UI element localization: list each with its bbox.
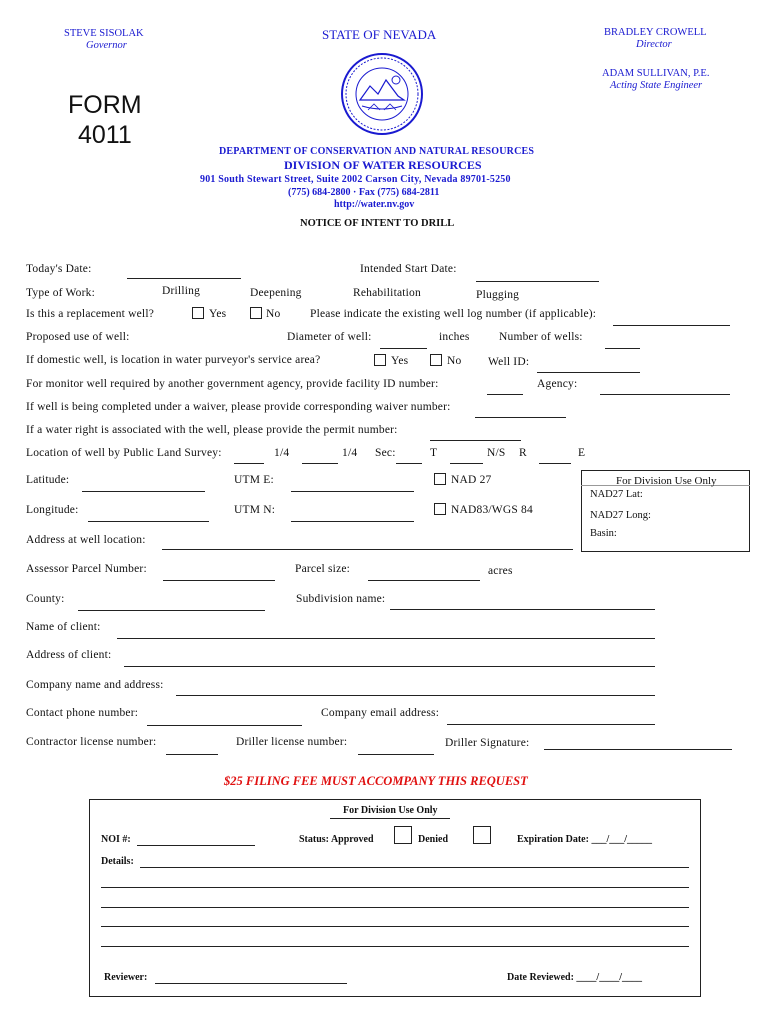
reviewer-input[interactable] xyxy=(155,983,347,984)
client-address-label: Address of client: xyxy=(26,649,112,661)
t-label: T xyxy=(430,447,438,459)
details-line-2[interactable] xyxy=(101,887,689,888)
r-input[interactable] xyxy=(539,463,571,464)
director-name: BRADLEY CROWELL xyxy=(604,27,707,38)
contact-phone-label: Contact phone number: xyxy=(26,707,139,719)
longitude-label: Longitude: xyxy=(26,504,79,516)
todays-date-label: Today's Date: xyxy=(26,263,92,275)
utm-e-label: UTM E: xyxy=(234,474,274,486)
replacement-no-label: No xyxy=(266,308,281,320)
domestic-yes-label: Yes xyxy=(391,355,409,367)
details-line-4[interactable] xyxy=(101,926,689,927)
waiver-input[interactable] xyxy=(475,417,566,418)
details-line-1[interactable] xyxy=(140,867,689,868)
side-box-title: For Division Use Only xyxy=(616,475,717,487)
work-option-deepening[interactable]: Deepening xyxy=(250,287,302,299)
side-box-long: NAD27 Long: xyxy=(590,510,651,521)
quarter2-input[interactable] xyxy=(302,463,338,464)
intended-start-label: Intended Start Date: xyxy=(360,263,457,275)
website-link[interactable]: http://water.nv.gov xyxy=(334,199,415,210)
director-title: Director xyxy=(636,39,672,50)
side-box-lat: NAD27 Lat: xyxy=(590,489,643,500)
work-option-drilling[interactable]: Drilling xyxy=(162,285,201,297)
fee-notice: $25 FILING FEE MUST ACCOMPANY THIS REQUEST xyxy=(224,774,528,788)
details-line-5[interactable] xyxy=(101,946,689,947)
replacement-yes-label: Yes xyxy=(209,308,227,320)
quarter1-input[interactable] xyxy=(234,463,264,464)
agency-label: Agency: xyxy=(537,378,578,390)
sec-label: Sec: xyxy=(375,447,396,459)
subdivision-input[interactable] xyxy=(390,609,655,610)
work-option-rehabilitation[interactable]: Rehabilitation xyxy=(353,287,421,299)
monitor-question: For monitor well required by another government agency, provide facility ID number: xyxy=(26,378,439,390)
noi-input[interactable] xyxy=(137,845,255,846)
client-name-input[interactable] xyxy=(117,638,655,639)
nad83-label: NAD83/WGS 84 xyxy=(451,504,533,516)
engineer-name: ADAM SULLIVAN, P.E. xyxy=(602,68,710,79)
domestic-no-checkbox[interactable] xyxy=(430,354,442,366)
driller-signature-input[interactable] xyxy=(544,749,732,750)
pls-label: Location of well by Public Land Survey: xyxy=(26,447,222,459)
inches-label: inches xyxy=(439,331,470,343)
replacement-question: Is this a replacement well? xyxy=(26,308,155,320)
bottom-box-title: For Division Use Only xyxy=(343,805,438,816)
division-name: DIVISION OF WATER RESOURCES xyxy=(284,158,482,172)
nad83-checkbox[interactable] xyxy=(434,503,446,515)
num-wells-input[interactable] xyxy=(605,348,640,349)
contractor-license-input[interactable] xyxy=(166,754,218,755)
parcel-size-input[interactable] xyxy=(368,580,480,581)
address-well-label: Address at well location: xyxy=(26,534,146,546)
driller-license-input[interactable] xyxy=(358,754,434,755)
reviewer-label: Reviewer: xyxy=(104,972,148,983)
waiver-question: If well is being completed under a waiver, please provide corresponding waiver number: xyxy=(26,401,451,413)
date-reviewed[interactable]: Date Reviewed: ____/____/____ xyxy=(507,972,642,983)
office-address: 901 South Stewart Street, Suite 2002 Carson City, Nevada 89701-5250 xyxy=(200,174,511,185)
utm-e-input[interactable] xyxy=(291,491,414,492)
driller-license-label: Driller license number: xyxy=(236,736,348,748)
diameter-label: Diameter of well: xyxy=(287,331,372,343)
subdivision-label: Subdivision name: xyxy=(296,593,386,605)
county-input[interactable] xyxy=(78,610,265,611)
num-wells-label: Number of wells: xyxy=(499,331,583,343)
status-denied-checkbox[interactable] xyxy=(473,826,491,844)
well-id-label: Well ID: xyxy=(488,356,530,368)
driller-signature-label: Driller Signature: xyxy=(445,737,530,749)
apn-input[interactable] xyxy=(163,580,275,581)
longitude-input[interactable] xyxy=(88,521,209,522)
latitude-input[interactable] xyxy=(82,491,205,492)
parcel-size-label: Parcel size: xyxy=(295,563,351,575)
status-denied-label: Denied xyxy=(418,834,448,845)
acres-label: acres xyxy=(488,565,513,577)
permit-number-input[interactable] xyxy=(430,440,521,441)
domestic-yes-checkbox[interactable] xyxy=(374,354,386,366)
details-line-3[interactable] xyxy=(101,907,689,908)
diameter-input[interactable] xyxy=(380,348,427,349)
agency-input[interactable] xyxy=(600,394,730,395)
address-well-input[interactable] xyxy=(162,549,573,550)
contact-phone-input[interactable] xyxy=(147,725,302,726)
company-label: Company name and address: xyxy=(26,679,164,691)
well-id-input[interactable] xyxy=(537,372,640,373)
replacement-no-checkbox[interactable] xyxy=(250,307,262,319)
type-of-work-label: Type of Work: xyxy=(26,287,96,299)
status-approved-label: Status: Approved xyxy=(299,834,374,845)
quarter1-label: 1/4 xyxy=(274,447,290,459)
r-label: R xyxy=(519,447,527,459)
domestic-question: If domestic well, is location in water purveyor's service area? xyxy=(26,354,321,366)
ns-label: N/S xyxy=(487,447,506,459)
domestic-no-label: No xyxy=(447,355,462,367)
latitude-label: Latitude: xyxy=(26,474,70,486)
details-label: Details: xyxy=(101,856,134,867)
nad27-label: NAD 27 xyxy=(451,474,492,486)
nevada-seal-icon xyxy=(340,52,424,136)
utm-n-label: UTM N: xyxy=(234,504,276,516)
todays-date-input[interactable] xyxy=(127,278,241,279)
e-label: E xyxy=(578,447,586,459)
proposed-use-label: Proposed use of well: xyxy=(26,331,130,343)
expiration-date[interactable]: Expiration Date: ___/___/_____ xyxy=(517,834,652,845)
utm-n-input[interactable] xyxy=(291,521,414,522)
company-email-input[interactable] xyxy=(447,724,655,725)
apn-label: Assessor Parcel Number: xyxy=(26,563,147,575)
county-label: County: xyxy=(26,593,65,605)
state-title: STATE OF NEVADA xyxy=(322,27,437,42)
notice-title: NOTICE OF INTENT TO DRILL xyxy=(300,218,455,229)
engineer-title: Acting State Engineer xyxy=(610,80,703,91)
status-approved-checkbox[interactable] xyxy=(394,826,412,844)
client-address-input[interactable] xyxy=(124,666,655,667)
t-input[interactable] xyxy=(450,463,483,464)
work-option-plugging[interactable]: Plugging xyxy=(476,289,520,301)
side-box-basin: Basin: xyxy=(590,528,617,539)
bottom-box-title-underline xyxy=(330,818,450,819)
facility-id-input[interactable] xyxy=(487,394,523,395)
quarter2-label: 1/4 xyxy=(342,447,358,459)
contractor-license-label: Contractor license number: xyxy=(26,736,157,748)
noi-label: NOI #: xyxy=(101,834,131,845)
office-phone: (775) 684-2800 · Fax (775) 684-2811 xyxy=(288,187,440,198)
client-name-label: Name of client: xyxy=(26,621,101,633)
intended-start-input[interactable] xyxy=(476,281,599,282)
company-email-label: Company email address: xyxy=(321,707,440,719)
governor-name: STEVE SISOLAK xyxy=(64,28,144,39)
well-log-input[interactable] xyxy=(613,325,730,326)
replacement-yes-checkbox[interactable] xyxy=(192,307,204,319)
water-right-question: If a water right is associated with the well, please provide the permit number: xyxy=(26,424,398,436)
company-input[interactable] xyxy=(176,695,655,696)
sec-input[interactable] xyxy=(396,463,422,464)
form-label: FORM xyxy=(68,91,142,119)
department-name: DEPARTMENT OF CONSERVATION AND NATURAL RESOURCES xyxy=(219,146,535,157)
nad27-checkbox[interactable] xyxy=(434,473,446,485)
form-number: 4011 xyxy=(78,121,132,149)
governor-title: Governor xyxy=(86,40,127,51)
well-log-question: Please indicate the existing well log number (if applicable): xyxy=(310,308,597,320)
